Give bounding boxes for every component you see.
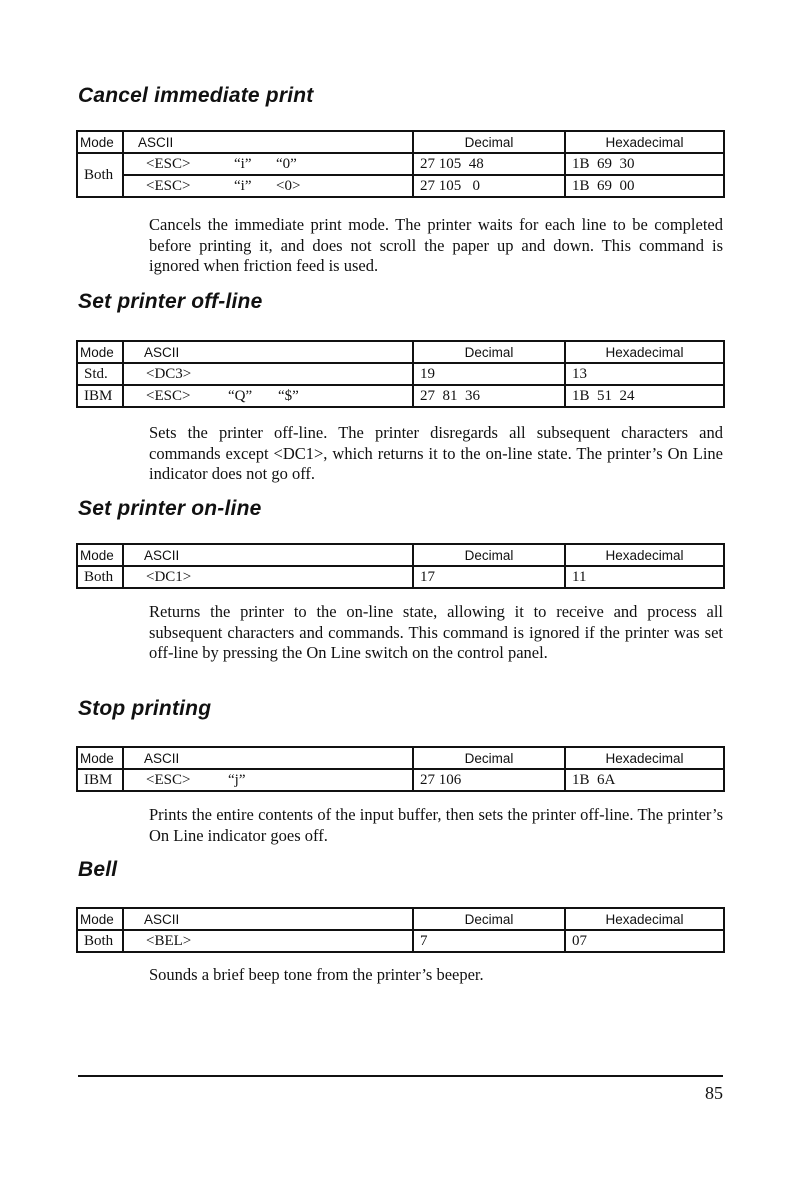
decimal-cell: 17 bbox=[413, 566, 565, 588]
hex-cell: 11 bbox=[565, 566, 724, 588]
mode-cell: Both bbox=[77, 930, 123, 952]
ascii-token: “i” bbox=[234, 177, 252, 194]
ascii-token: <ESC> bbox=[146, 177, 191, 194]
decimal-cell: 7 bbox=[413, 930, 565, 952]
table-header-row bbox=[77, 544, 724, 566]
table-header-row bbox=[77, 747, 724, 769]
ascii-token: “i” bbox=[234, 155, 252, 172]
header-ascii: ASCII bbox=[123, 747, 413, 769]
section-title-set-printer-on-line: Set printer on-line bbox=[78, 497, 262, 520]
ascii-token: <BEL> bbox=[146, 932, 192, 949]
ascii-cell bbox=[123, 930, 413, 952]
header-hexadecimal: Hexadecimal bbox=[565, 341, 724, 363]
ascii-cell bbox=[123, 175, 413, 197]
header-mode: Mode bbox=[77, 131, 123, 153]
header-mode: Mode bbox=[77, 544, 123, 566]
table-row bbox=[77, 769, 724, 791]
mode-cell: Both bbox=[77, 566, 123, 588]
hex-cell: 13 bbox=[565, 363, 724, 385]
header-decimal: Decimal bbox=[413, 747, 565, 769]
command-table-set-printer-off-line bbox=[76, 340, 725, 408]
header-ascii: ASCII bbox=[123, 341, 413, 363]
description-cancel-immediate-print: Cancels the immediate print mode. The printer waits for each line to be completed before printing it, and does not scroll the paper up and down. This command is ignored when friction feed is used. bbox=[149, 215, 723, 275]
ascii-token: <DC1> bbox=[146, 568, 192, 585]
header-decimal: Decimal bbox=[413, 341, 565, 363]
section-title-stop-printing: Stop printing bbox=[78, 697, 212, 720]
hex-cell: 1B 51 24 bbox=[565, 385, 724, 407]
header-mode: Mode bbox=[77, 908, 123, 930]
description-set-printer-off-line: Sets the printer off-line. The printer disregards all subsequent characters and commands except <DC1>, which returns it to the on-line state. The printer’s On Line indicator does not go off. bbox=[149, 423, 723, 483]
ascii-cell bbox=[123, 363, 413, 385]
header-ascii: ASCII bbox=[123, 908, 413, 930]
hex-cell: 1B 6A bbox=[565, 769, 724, 791]
hex-cell: 1B 69 00 bbox=[565, 175, 724, 197]
ascii-token: <0> bbox=[276, 177, 301, 194]
ascii-cell bbox=[123, 385, 413, 407]
mode-cell: Both bbox=[77, 153, 123, 197]
ascii-token: <ESC> bbox=[146, 155, 191, 172]
header-mode: Mode bbox=[77, 341, 123, 363]
table-row bbox=[77, 175, 724, 197]
description-stop-printing: Prints the entire contents of the input buffer, then sets the printer off-line. The printer’s On Line indicator goes off. bbox=[149, 805, 723, 845]
decimal-cell: 19 bbox=[413, 363, 565, 385]
hex-cell: 07 bbox=[565, 930, 724, 952]
ascii-token: “j” bbox=[228, 771, 246, 788]
section-title-set-printer-off-line: Set printer off-line bbox=[78, 290, 263, 313]
ascii-token: <ESC> bbox=[146, 771, 191, 788]
table-header-row bbox=[77, 131, 724, 153]
ascii-token: <ESC> bbox=[146, 387, 191, 404]
ascii-cell bbox=[123, 566, 413, 588]
table-header-row bbox=[77, 908, 724, 930]
description-bell: Sounds a brief beep tone from the printer’s beeper. bbox=[149, 965, 484, 984]
command-table-cancel-immediate-print bbox=[76, 130, 725, 198]
decimal-cell: 27 105 48 bbox=[413, 153, 565, 175]
ascii-cell bbox=[123, 769, 413, 791]
header-decimal: Decimal bbox=[413, 908, 565, 930]
header-mode: Mode bbox=[77, 747, 123, 769]
mode-cell: IBM bbox=[77, 385, 123, 407]
command-table-bell bbox=[76, 907, 725, 953]
decimal-cell: 27 81 36 bbox=[413, 385, 565, 407]
ascii-token: “0” bbox=[276, 155, 297, 172]
section-title-bell: Bell bbox=[78, 858, 118, 881]
table-header-row bbox=[77, 341, 724, 363]
header-hexadecimal: Hexadecimal bbox=[565, 747, 724, 769]
mode-cell: IBM bbox=[77, 769, 123, 791]
ascii-token: <DC3> bbox=[146, 365, 192, 382]
header-decimal: Decimal bbox=[413, 131, 565, 153]
decimal-cell: 27 105 0 bbox=[413, 175, 565, 197]
header-ascii: ASCII bbox=[123, 544, 413, 566]
hex-cell: 1B 69 30 bbox=[565, 153, 724, 175]
header-decimal: Decimal bbox=[413, 544, 565, 566]
page-number: 85 bbox=[705, 1083, 723, 1103]
section-title-cancel-immediate-print: Cancel immediate print bbox=[78, 84, 314, 107]
table-row bbox=[77, 153, 724, 175]
header-hexadecimal: Hexadecimal bbox=[565, 131, 724, 153]
ascii-cell bbox=[123, 153, 413, 175]
mode-cell: Std. bbox=[77, 363, 123, 385]
footer-rule bbox=[78, 1075, 723, 1077]
table-row bbox=[77, 363, 724, 385]
command-table-stop-printing bbox=[76, 746, 725, 792]
header-ascii: ASCII bbox=[123, 131, 413, 153]
description-set-printer-on-line: Returns the printer to the on-line state, allowing it to receive and process all subsequent characters and commands. This command is ignored if the printer was set off-line by pressing the On Line switch on the control panel. bbox=[149, 602, 723, 662]
table-row bbox=[77, 385, 724, 407]
table-row bbox=[77, 566, 724, 588]
header-hexadecimal: Hexadecimal bbox=[565, 544, 724, 566]
ascii-token: “$” bbox=[278, 387, 299, 404]
ascii-token: “Q” bbox=[228, 387, 253, 404]
header-hexadecimal: Hexadecimal bbox=[565, 908, 724, 930]
decimal-cell: 27 106 bbox=[413, 769, 565, 791]
command-table-set-printer-on-line bbox=[76, 543, 725, 589]
table-row bbox=[77, 930, 724, 952]
